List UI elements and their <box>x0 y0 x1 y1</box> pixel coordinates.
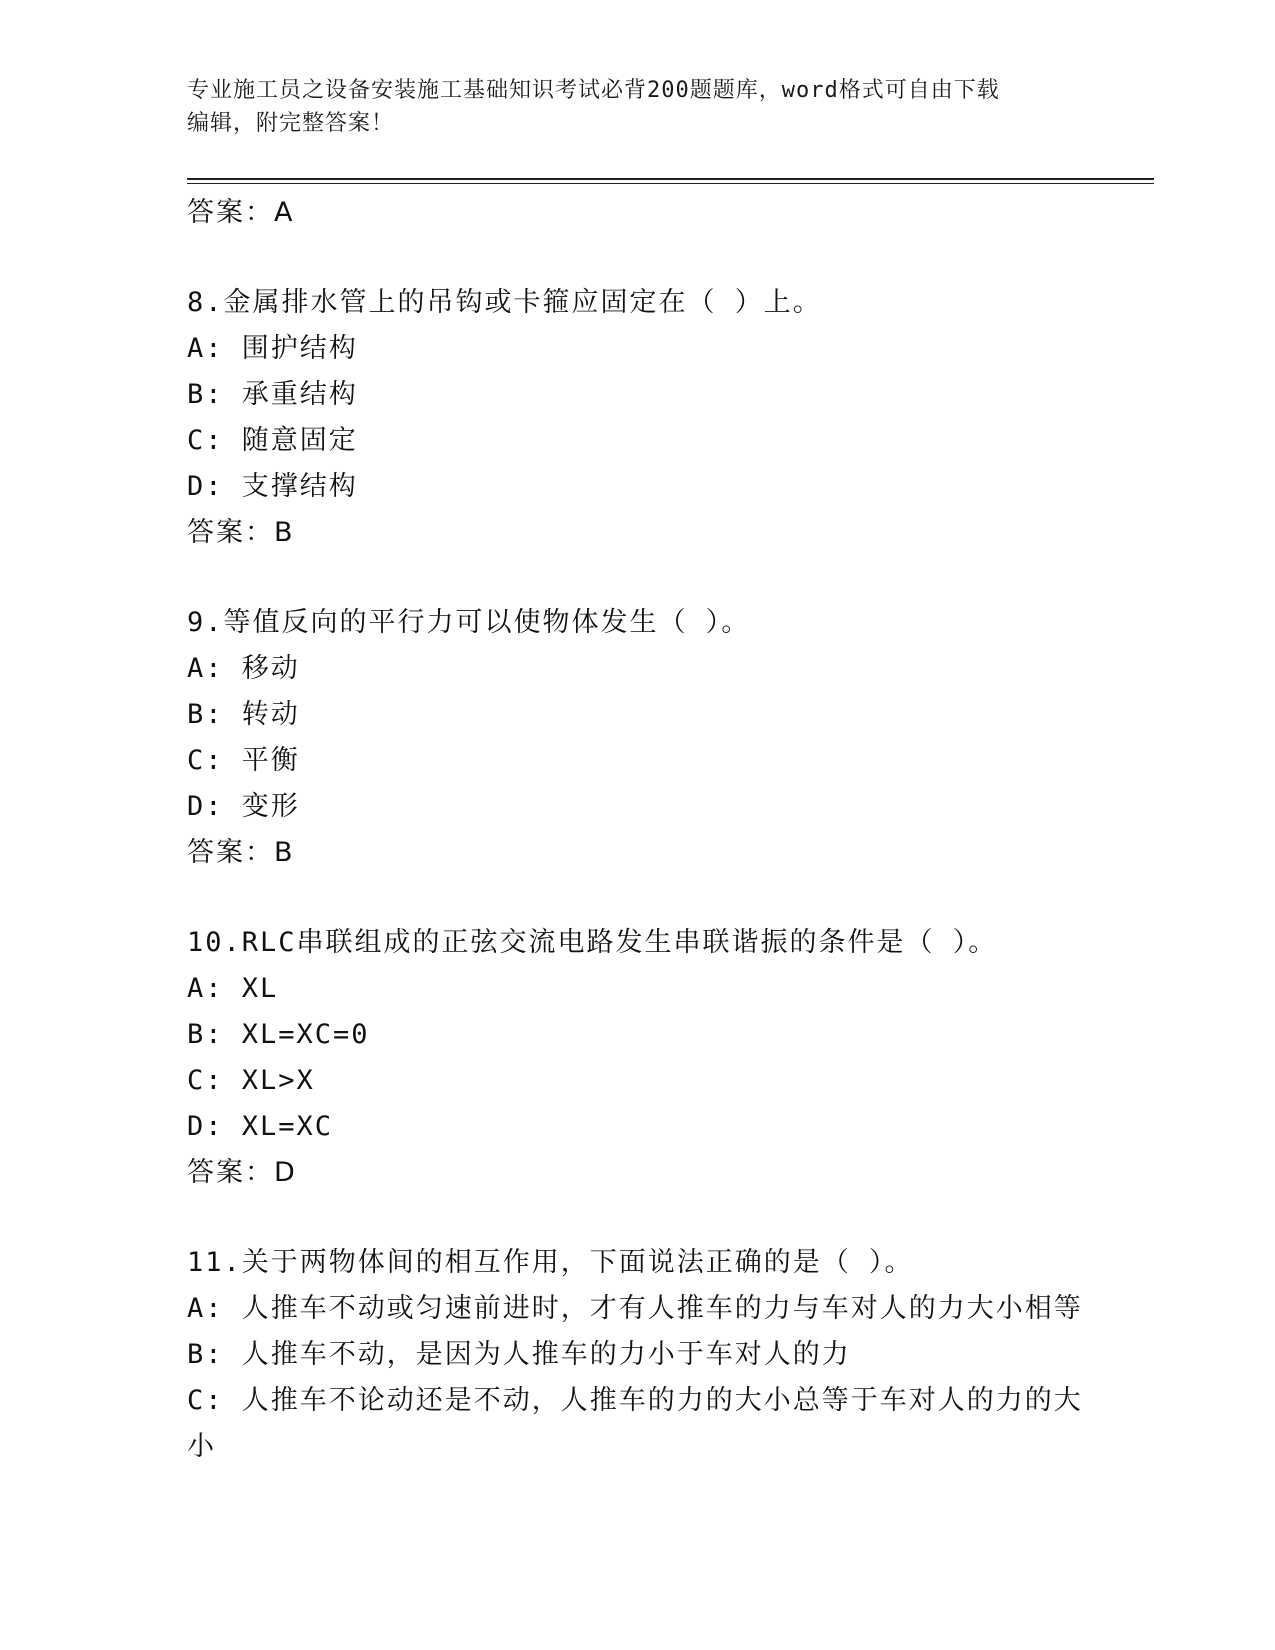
header-rule-thin <box>187 183 1154 184</box>
question-9 <box>187 600 1087 876</box>
option-d: D: 支撑结构 <box>187 471 358 502</box>
question-stem: 8.金属排水管上的吊钩或卡箍应固定在（ ）上。 <box>187 287 822 318</box>
answer: 答案：B <box>187 837 295 868</box>
option-b: B: 人推车不动，是因为人推车的力小于车对人的力 <box>187 1339 851 1370</box>
question-list <box>187 190 1087 1470</box>
option-b: B: 转动 <box>187 699 300 730</box>
option-a: A: 围护结构 <box>187 333 358 364</box>
document-header <box>187 74 1067 140</box>
header-rule-thick <box>187 178 1154 180</box>
option-a: A: 人推车不动或匀速前进时，才有人推车的力与车对人的力大小相等 <box>187 1293 1083 1324</box>
option-c: C: XL>X <box>187 1065 315 1096</box>
option-d: D: XL=XC <box>187 1111 334 1142</box>
question-stem: 11.关于两物体间的相互作用，下面说法正确的是（ ）。 <box>187 1247 914 1278</box>
option-c: C: 随意固定 <box>187 425 358 456</box>
question-8 <box>187 280 1087 556</box>
option-b: B: 承重结构 <box>187 379 358 410</box>
option-c: C: 平衡 <box>187 745 300 776</box>
answer: 答案：D <box>187 1157 297 1188</box>
question-10 <box>187 920 1087 1196</box>
question-stem: 10.RLC串联组成的正弦交流电路发生串联谐振的条件是（ ）。 <box>187 927 998 958</box>
answer: 答案：B <box>187 517 295 548</box>
option-d: D: 变形 <box>187 791 300 822</box>
header-line-1: 专业施工员之设备安装施工基础知识考试必背200题题库，word格式可自由下载 <box>187 78 1000 103</box>
option-c: C: 人推车不论动还是不动，人推车的力的大小总等于车对人的力的大小 <box>187 1385 1083 1462</box>
question-stem: 9.等值反向的平行力可以使物体发生（ ）。 <box>187 607 751 638</box>
question-11 <box>187 1240 1087 1470</box>
header-line-2: 编辑，附完整答案！ <box>187 111 395 136</box>
option-a: A: XL <box>187 973 279 1004</box>
option-b: B: XL=XC=0 <box>187 1019 370 1050</box>
option-a: A: 移动 <box>187 653 300 684</box>
answer-7: 答案：A <box>187 197 295 228</box>
